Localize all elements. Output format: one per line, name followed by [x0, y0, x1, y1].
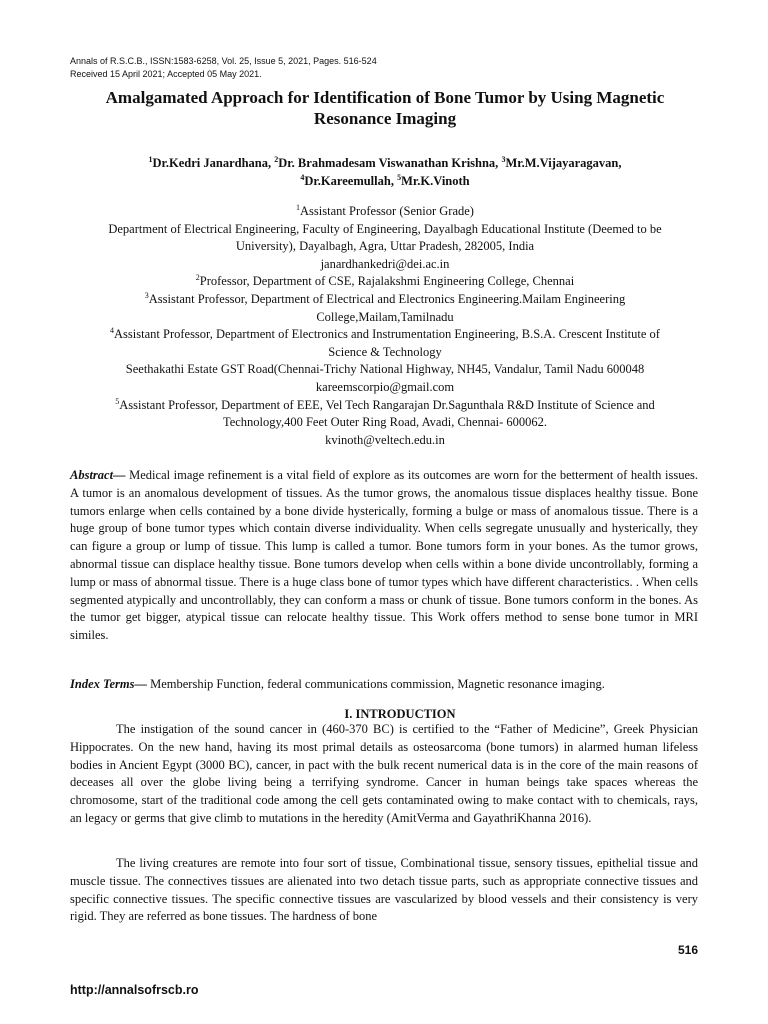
affiliation-line: Science & Technology: [328, 344, 442, 359]
author-sup: 5: [397, 172, 402, 182]
affiliation-sup: 1: [296, 202, 301, 212]
affiliation-text: Assistant Professor, Department of EEE, Vel Tech Rangarajan Dr.Sagunthala R&D Institute of Science and: [119, 397, 655, 412]
title-line-2: Resonance Imaging: [313, 109, 457, 128]
author-email: janardhankedri@dei.ac.in: [320, 256, 450, 271]
author-sup: 1: [148, 154, 153, 164]
affiliations: [70, 203, 700, 449]
affiliation-line: [70, 273, 700, 291]
affiliation-line: University), Dayalbagh, Agra, Uttar Pradesh, 282005, India: [235, 239, 535, 254]
paper-title: [70, 87, 700, 129]
author-sup: 2: [274, 154, 279, 164]
affiliation-line: [70, 291, 700, 309]
affiliation-line: Technology,400 Feet Outer Ring Road, Avadi, Chennai- 600062.: [222, 415, 548, 430]
index-terms-text: Membership Function, federal communications commission, Magnetic resonance imaging.: [146, 677, 605, 691]
author-line-2: [70, 172, 700, 190]
author-name: Mr.M.Vijayaragavan,: [505, 156, 622, 170]
author-name: Dr. Brahmadesam Viswanathan Krishna,: [278, 156, 502, 170]
affiliation-text: Professor, Department of CSE, Rajalakshmi Engineering College, Chennai: [199, 274, 575, 289]
page-number: 516: [677, 943, 698, 957]
affiliation-line: College,Mailam,Tamilnadu: [316, 309, 454, 324]
affiliation-line: [70, 203, 700, 221]
affiliation-line: [70, 397, 700, 415]
journal-url-link[interactable]: http://annalsofrscb.ro: [70, 983, 199, 997]
index-terms: [70, 676, 698, 694]
abstract-text: Medical image refinement is a vital field of explore as its outcomes are worn for the betterment of health issues. A tumor is an anomalous development of tissues. As the tumor grows, the anomalous tissue displaces healthy tissue. Bone tumors enlarge when cells contained by a bone divide hysterically, forming a bulge or mass of anomalous tissue. There is a huge group of bone tumor types which contain diverse individuality. When cells segregate unusually and hysterically, they can figure a group or lump of tissue. This lump is called a tumor. Bone tumors form in your bones. As the tumor grows, abnormal tissue can displace healthy tissue. Bone tumors develop when cells within a bone divide uncontrollably, forming a lump or mass of abnormal tissue. There is a huge class bone of tumor types which have different characteristics. . When cells segmented atypically and uncontrollably, they can conform a mass or chunk of tissue. Bone tumors conform in the bones. As the tumor get bigger, atypical tissue can relocate healthy tissue. This Work offers method to sense bone tumor in MRI similes.: [70, 468, 698, 643]
journal-header: [70, 55, 710, 81]
affiliation-line: [70, 326, 700, 344]
journal-citation: Annals of R.S.C.B., ISSN:1583-6258, Vol. 25, Issue 5, 2021, Pages. 516-524: [70, 56, 377, 66]
author-name: Dr.Kedri Janardhana,: [152, 156, 275, 170]
author-name: Dr.Kareemullah,: [304, 174, 398, 188]
abstract: [70, 467, 698, 645]
journal-dates: Received 15 April 2021; Accepted 05 May 2021.: [70, 69, 262, 79]
affiliation-line: Seethakathi Estate GST Road(Chennai-Trichy National Highway, NH45, Vandalur, Tamil Nadu 600048: [125, 362, 645, 377]
affiliation-sup: 3: [144, 290, 149, 300]
body-paragraph: The instigation of the sound cancer in (460-370 BC) is certified to the “Father of Medicine”, Greek Physician Hippocrates. On the new hand, having its most primal details as osteosarcoma (bone tumors) in alarmed human lifeless bodies in Ancient Egypt (3000 BC), cancer, in pact with the bulk recent numerical data is in the core of the main reasons of deceases all over the globe living being a terrifying syndrome. Cancer in human beings take spaces whereas the chromosome, start of the traditional code among the cell gets contaminated owing to make contact with to chemicals, rays, an legacy or germs that give climb to mutations in the heredity (AmitVerma and GayathriKhanna 2016).: [70, 722, 698, 825]
author-sup: 3: [501, 154, 506, 164]
affiliation-text: Assistant Professor, Department of Electronics and Instrumentation Engineering, B.S.A. Crescent Institute of: [114, 327, 660, 342]
author-name: Mr.K.Vinoth: [401, 174, 470, 188]
title-line-1: Amalgamated Approach for Identification of Bone Tumor by Using Magnetic: [105, 88, 665, 107]
body-paragraph: The living creatures are remote into four sort of tissue, Combinational tissue, sensory tissues, epithelial tissue and muscle tissue. The connectives tissues are alienated into two detach tissue parts, such as appropriate connective tissues and specific connective tissues. The specific connective tissues are vascularized by blood vessels and their consistency is very rigid. They are referred as bone tissues. The hardness of bone: [70, 856, 698, 924]
author-email: kvinoth@veltech.edu.in: [325, 432, 445, 447]
author-email: kareemscorpio@gmail.com: [315, 379, 455, 394]
author-list: [70, 154, 700, 190]
affiliation-sup: 4: [110, 326, 115, 335]
index-terms-label: Index Terms—: [70, 677, 147, 691]
affiliation-sup: 2: [195, 273, 200, 283]
author-sup: 4: [300, 172, 305, 182]
affiliation-text: Assistant Professor, Department of Electrical and Electronics Engineering.Mailam Engineering: [148, 291, 626, 306]
affiliation-text: Assistant Professor (Senior Grade): [300, 204, 474, 218]
section-heading: I. INTRODUCTION: [344, 707, 456, 721]
author-line-1: [70, 154, 700, 172]
abstract-label: Abstract—: [70, 468, 126, 482]
affiliation-line: Department of Electrical Engineering, Faculty of Engineering, Dayalbagh Educational Institute (Deemed to be: [108, 221, 662, 236]
affiliation-sup: 5: [115, 396, 120, 406]
